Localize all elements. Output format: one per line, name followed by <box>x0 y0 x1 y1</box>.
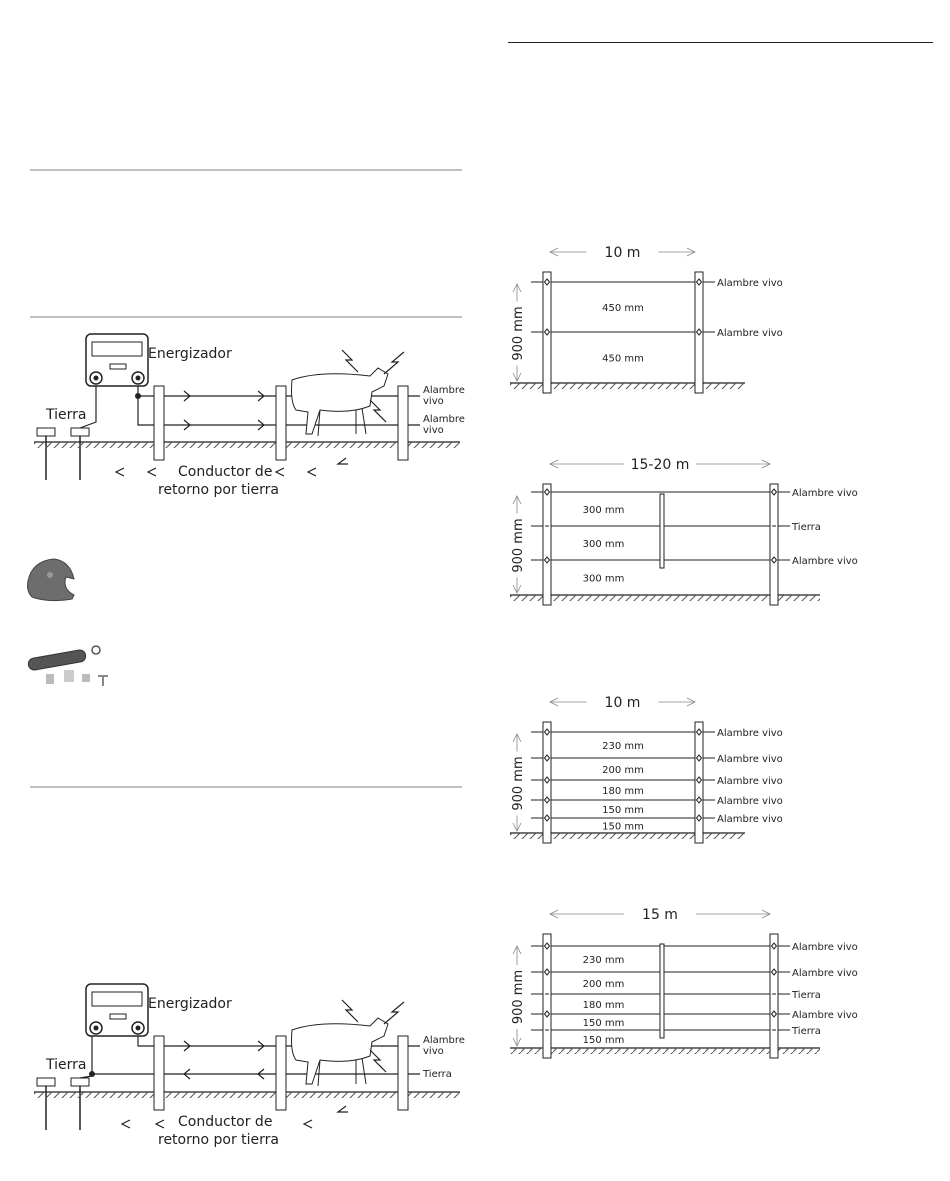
wire-spacing-label: 300 mm <box>582 573 625 585</box>
wire-spacing-label: 300 mm <box>582 539 625 550</box>
return-label: Conductor de <box>178 1114 273 1130</box>
cow-icon <box>292 368 389 436</box>
wire-label: vivo <box>423 1046 444 1057</box>
return-label: retorno por tierra <box>158 1132 280 1148</box>
wire-type-label: Alambre vivo <box>717 328 783 339</box>
insulator-clip-icon <box>24 555 84 605</box>
wire-type-label: Alambre vivo <box>792 1010 858 1021</box>
span-label: 15-20 m <box>630 457 690 473</box>
fence-post <box>543 484 551 605</box>
fence-diagram-2-wire <box>505 238 865 408</box>
wire-spacing-label: 150 mm <box>582 1035 625 1046</box>
earth-rod-icon <box>37 386 96 480</box>
fence-post <box>770 934 778 1058</box>
height-label: 900 mm <box>511 518 526 573</box>
earth-label: Tierra <box>46 407 87 423</box>
wire-spacing-label: 150 mm <box>602 805 644 816</box>
fence-post <box>543 934 551 1058</box>
fence-diagram-3-wire <box>505 450 865 620</box>
wire-spacing-label: 230 mm <box>602 741 644 752</box>
wire-type-label: Alambre vivo <box>717 796 783 807</box>
wire-spacing-label: 450 mm <box>602 353 644 365</box>
wire-type-label: Alambre vivo <box>792 942 858 953</box>
energizer-icon <box>86 984 148 1036</box>
energizer-label: Energizador <box>148 996 232 1012</box>
energizer-label: Energizador <box>148 346 232 362</box>
wire-type-label: Tierra <box>792 990 821 1001</box>
wire-spacing-label: 200 mm <box>602 765 644 776</box>
wire-spacing-label: 180 mm <box>602 786 644 797</box>
wire-label: Alambre <box>423 385 465 396</box>
wire-spacing-label: 300 mm <box>582 505 625 516</box>
wire-label: vivo <box>423 425 444 436</box>
wire-spacing-label: 180 mm <box>582 1000 625 1011</box>
wire-type-label: Tierra <box>792 1026 821 1037</box>
wire-type-label: Alambre vivo <box>792 556 858 567</box>
wire-type-label: Alambre vivo <box>717 814 783 825</box>
section-divider <box>30 316 462 318</box>
top-right-rule <box>508 42 933 43</box>
span-label: 10 m <box>604 245 641 261</box>
wire-spacing-label: 200 mm <box>582 979 625 990</box>
wire-spacing-label: 230 mm <box>582 955 625 966</box>
installation-diagram-two-live <box>20 330 480 500</box>
fence-dropper <box>660 944 664 1038</box>
earth-label: Tierra <box>46 1057 87 1073</box>
height-label: 900 mm <box>511 756 526 811</box>
cow-icon <box>292 1018 389 1086</box>
wire-spacing-label: 450 mm <box>602 303 644 314</box>
wire-label: Alambre <box>423 414 465 425</box>
height-label: 900 mm <box>511 969 526 1025</box>
wire-spacing-label: 150 mm <box>582 1018 625 1029</box>
wire-label: vivo <box>423 396 444 407</box>
earth-rod-icon <box>37 1036 92 1130</box>
wire-label: Alambre <box>423 1035 465 1046</box>
height-label: 900 mm <box>511 306 526 361</box>
span-label: 10 m <box>604 695 641 711</box>
wire-type-label: Alambre vivo <box>717 728 783 739</box>
wire-type-label: Alambre vivo <box>717 776 783 787</box>
wire-label: Tierra <box>423 1069 452 1080</box>
wire-type-label: Alambre vivo <box>717 278 783 289</box>
wire-tensioner-kit-icon <box>24 640 114 690</box>
wire-type-label: Alambre vivo <box>717 754 783 765</box>
installation-diagram-live-earth <box>20 980 480 1150</box>
energizer-icon <box>86 334 148 386</box>
span-label: 15 m <box>642 907 678 923</box>
fence-diagram-5-wire-mixed <box>505 900 865 1070</box>
wire-type-label: Alambre vivo <box>792 488 858 499</box>
section-divider <box>30 786 462 788</box>
return-label: retorno por tierra <box>158 482 280 498</box>
return-label: Conductor de <box>178 464 273 480</box>
fence-diagram-5-wire-live <box>505 688 865 858</box>
section-divider <box>30 169 462 171</box>
wire-type-label: Alambre vivo <box>792 968 858 979</box>
fence-post <box>770 484 778 605</box>
fence-dropper <box>660 494 664 568</box>
wire-spacing-label: 150 mm <box>602 821 644 833</box>
wire-type-label: Tierra <box>792 522 821 533</box>
